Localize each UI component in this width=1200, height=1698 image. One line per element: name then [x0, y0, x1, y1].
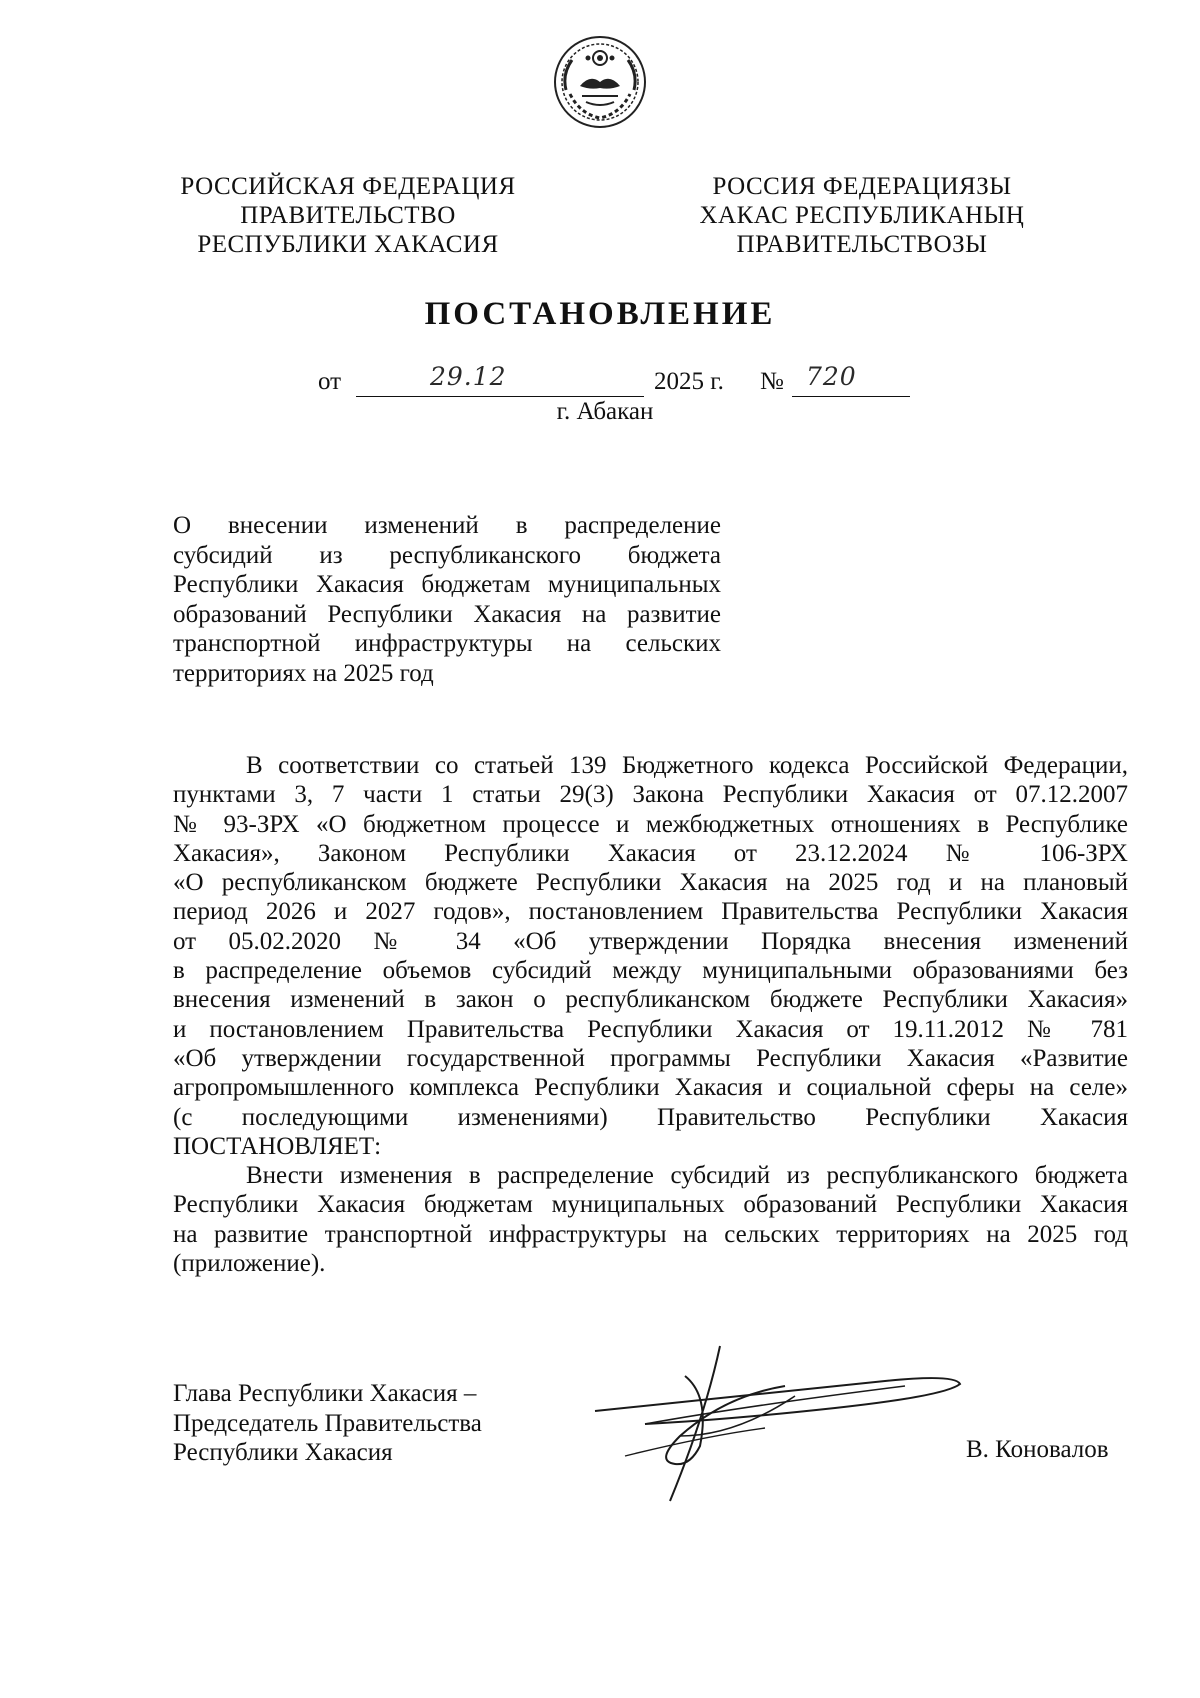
subject-line: О внесении изменений в распределение	[173, 512, 721, 539]
body-line: Хакасия», Законом Республики Хакасия от 23.12.2024 № 106-ЗРХ	[173, 839, 1128, 867]
number-handwritten: 720	[806, 362, 857, 391]
header-left-line-2: ПРАВИТЕЛЬСТВО	[240, 202, 456, 229]
signatory-position-line: Глава Республики Хакасия –	[173, 1380, 477, 1407]
body-text	[173, 751, 1128, 1278]
header-right-block	[662, 172, 1062, 259]
signatory-position-line: Республики Хакасия	[173, 1439, 393, 1466]
coat-of-arms-emblem	[552, 34, 648, 130]
date-handwritten: 29.12	[430, 362, 507, 391]
body-line: в распределение объемов субсидий между муниципальными образованиями без	[173, 957, 1128, 985]
body-line: от 05.02.2020 № 34 «Об утверждении Порядка внесения изменений	[173, 927, 1128, 955]
date-from-label: от	[318, 368, 342, 395]
signatory-position-line: Председатель Правительства	[173, 1409, 482, 1437]
header-left-line-3: РЕСПУБЛИКИ ХАКАСИЯ	[197, 231, 499, 258]
body-line: Республики Хакасия бюджетам муниципальных образований Республики Хакасия	[173, 1191, 1128, 1219]
body-line: В соответствии со статьей 139 Бюджетного кодекса Российской Федерации,	[246, 752, 1128, 779]
city-label: г. Абакан	[556, 398, 654, 425]
header-left-block	[148, 172, 548, 259]
date-year: 2025 г.	[654, 368, 724, 395]
body-line: «О республиканском бюджете Республики Хакасия на 2025 год и на плановый	[173, 869, 1128, 897]
body-line: агропромышленного комплекса Республики Хакасия и социальной сферы на селе»	[173, 1074, 1128, 1102]
body-line: и постановлением Правительства Республики Хакасия от 19.11.2012 № 781	[173, 1015, 1128, 1043]
date-number-line	[0, 362, 1200, 402]
body-line: внесения изменений в закон о республиканском бюджете Республики Хакасия»	[173, 986, 1128, 1014]
handwritten-signature	[585, 1336, 975, 1506]
header-right-line-1: РОССИЯ ФЕДЕРАЦИЯЗЫ	[712, 173, 1012, 200]
header-right-line-2: ХАКАС РЕСПУБЛИКАНЫҢ	[699, 202, 1025, 229]
body-line: ПОСТАНОВЛЯЕТ:	[173, 1132, 382, 1160]
body-line: на развитие транспортной инфраструктуры на сельских территориях на 2025 год	[173, 1220, 1128, 1248]
body-line: период 2026 и 2027 годов», постановлением Правительства Республики Хакасия	[173, 898, 1128, 926]
number-label: №	[760, 368, 784, 395]
document-title: ПОСТАНОВЛЕНИЕ	[424, 296, 776, 332]
subject-line: субсидий из республиканского бюджета	[173, 541, 721, 569]
signatory-name: В. Коновалов	[966, 1436, 1109, 1463]
header-right-line-3: ПРАВИТЕЛЬСТВОЗЫ	[736, 231, 988, 258]
body-line: «Об утверждении государственной программы Республики Хакасия «Развитие	[173, 1044, 1128, 1072]
subject-line: образований Республики Хакасия на развитие	[173, 600, 721, 628]
subject-line: транспортной инфраструктуры на сельских	[173, 630, 721, 657]
body-line: № 93-ЗРХ «О бюджетном процессе и межбюджетных отношениях в Республике	[173, 810, 1128, 838]
subject-line: Республики Хакасия бюджетам муниципальных	[173, 571, 721, 598]
header-left-line-1: РОССИЙСКАЯ ФЕДЕРАЦИЯ	[180, 173, 516, 200]
body-line: Внести изменения в распределение субсидий из республиканского бюджета	[246, 1162, 1128, 1190]
body-line: (с последующими изменениями) Правительство Республики Хакасия	[173, 1103, 1128, 1131]
body-line: (приложение).	[173, 1250, 326, 1278]
signatory-position	[173, 1379, 533, 1468]
subject-block	[173, 511, 721, 688]
subject-line: территориях на 2025 год	[173, 659, 434, 687]
body-line: пунктами 3, 7 части 1 статьи 29(3) Закона Республики Хакасия от 07.12.2007	[173, 781, 1128, 809]
